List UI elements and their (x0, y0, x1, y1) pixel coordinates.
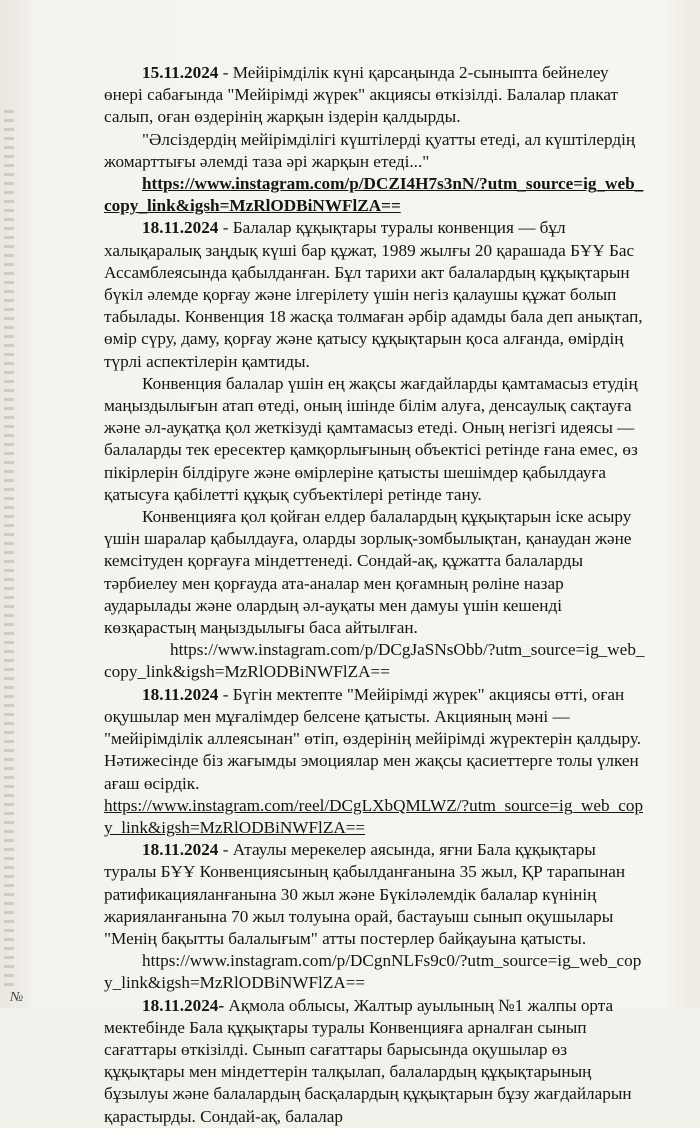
instagram-link[interactable]: https://www.instagram.com/p/DCgnNLFs9c0/?utm_source=ig_web_copy_link&igsh=MzRlODBiNWFlZA== (104, 951, 642, 993)
entry-date: 18.11.2024 (142, 218, 219, 238)
entry-date: 15.11.2024 (142, 63, 219, 82)
entry-4 (104, 839, 649, 950)
entry-date: 18.11.2024- (142, 995, 225, 1015)
entry-paragraph: Конвенция балалар үшін ең жақсы жағдайларды қамтамасыз етудің маңыздылығын атап өтеді, оның ішінде білім алуға, денсаулық сақтауға және әл-ауқатқа қол жеткізуді қамтамасыз етеді. Оның негізгі идеясы — балаларды тек ересектер қамқорлығының объектісі ретінде ғана емес, өз пікірлерін білдіруге және өмірлеріне қатысты шешімдер қабылдауға қатысуға қабілетті құқық субъектілері ретінде тану. (104, 373, 638, 504)
entry-text: - Балалар құқықтары туралы конвенция — бұл халықаралық заңдық күші бар құжат, 1989 жылғы 20 қарашада БҰҰ Бас Ассамблеясында қабылданған. Бұл тарихи акт балалардың құқықтарын бүкіл әлемде қорғау және ілгерілету үшін негіз қалаушы құжат болып табылады. Конвенция 18 жасқа толмаған әрбір адамды бала деп анықтап, өмір сүру, даму, қорғау және қатысу құқықтарын қоса алғанда, өмірдің түрлі аспектілерін қамтиды. (104, 218, 643, 371)
entry-date: 18.11.2024 (142, 840, 219, 860)
instagram-link[interactable]: https://www.instagram.com/p/DCgJaSNsObb/?utm_source=ig_web_copy_link&igsh=MzRlODBiNWFlZA== (104, 640, 645, 682)
entry-text: - Бүгін мектепте "Мейірімді жүрек" акциясы өтті, оған оқушылар мен мұғалімдер белсене қатысты. Акцияның мәні — "мейірімділік аллеясынан" өтіп, өздерінің мейірімді жүректерін қалдыру. Нәтижесінде біз жағымды эмоциялар мен жақсы қасиеттерге толы үлкен ағаш өсірдік. (104, 684, 642, 793)
entry-paragraph: Конвенцияға қол қойған елдер балалардың құқықтарын іске асыру үшін шаралар қабылдауға, оларды зорлық-зомбылықтан, қанаудан және кемсітуден қорғауға міндеттенеді. Сондай-ақ, құжатта балаларды тәрбиелеу мен қорғауда ата-аналар мен қоғамның рөліне назар аударылады және олардың әл-ауқаты мен дамуы үшін кешенді көзқарастың маңыздылығы баса айтылған. (104, 507, 632, 638)
entry-text: Ақмола облысы, Жалтыр ауылының №1 жалпы орта мектебінде Бала құқықтары туралы Конвенцияға арналған сынып сағаттары өткізілді. Сынып сағаттары барысында оқушылар өз құқықтары мен міндеттерін талқылап, балалардың құқықтарының бұзылуы және балалардың басқалардың құқықтарын бұзу жағдайларын қарастырды. Сондай-ақ, балалар (104, 995, 632, 1126)
entry-1 (104, 62, 649, 129)
scan-edge-artifact (4, 110, 14, 990)
entry-5 (104, 995, 649, 1128)
instagram-link[interactable]: https://www.instagram.com/reel/DCgLXbQMLWZ/?utm_source=ig_web_copy_link&igsh=MzRlODBiNWFlZA== (104, 795, 644, 837)
document-body (104, 62, 649, 1128)
page-corner-mark: № (10, 990, 24, 1005)
entry-quote: "Әлсіздердің мейірімділігі күштілерді қуатты етеді, ал күштілердің жомарттығы әлемді таза әрі жарқын етеді..." (104, 129, 636, 171)
entry-date: 18.11.2024 (142, 684, 219, 704)
entry-text: - Атаулы мерекелер аясында, яғни Бала құқықтары туралы БҰҰ Конвенциясының қабылданғанына 35 жыл, ҚР тарапынан ратификацияланғанына 30 жыл және Бүкіләлемдік балалар күнінің жарияланғанына 70 жыл толуына орай, бастауыш сынып оқушылары "Менің бақытты балалығым" атты постерлер байқауына қатысты. (104, 840, 626, 948)
entry-3 (104, 684, 649, 795)
entry-text: - Мейірімділік күні қарсаңында 2-сыныпта бейнелеу өнері сабағында "Мейірімді жүрек" акциясы өткізілді. Балалар плакат салып, оған өздерінің жарқын іздерін қалдырды. (104, 63, 619, 127)
entry-2 (104, 217, 649, 372)
instagram-link[interactable]: https://www.instagram.com/p/DCZI4H7s3nN/?utm_source=ig_web_copy_link&igsh=MzRlODBiNWFlZA== (104, 174, 644, 216)
